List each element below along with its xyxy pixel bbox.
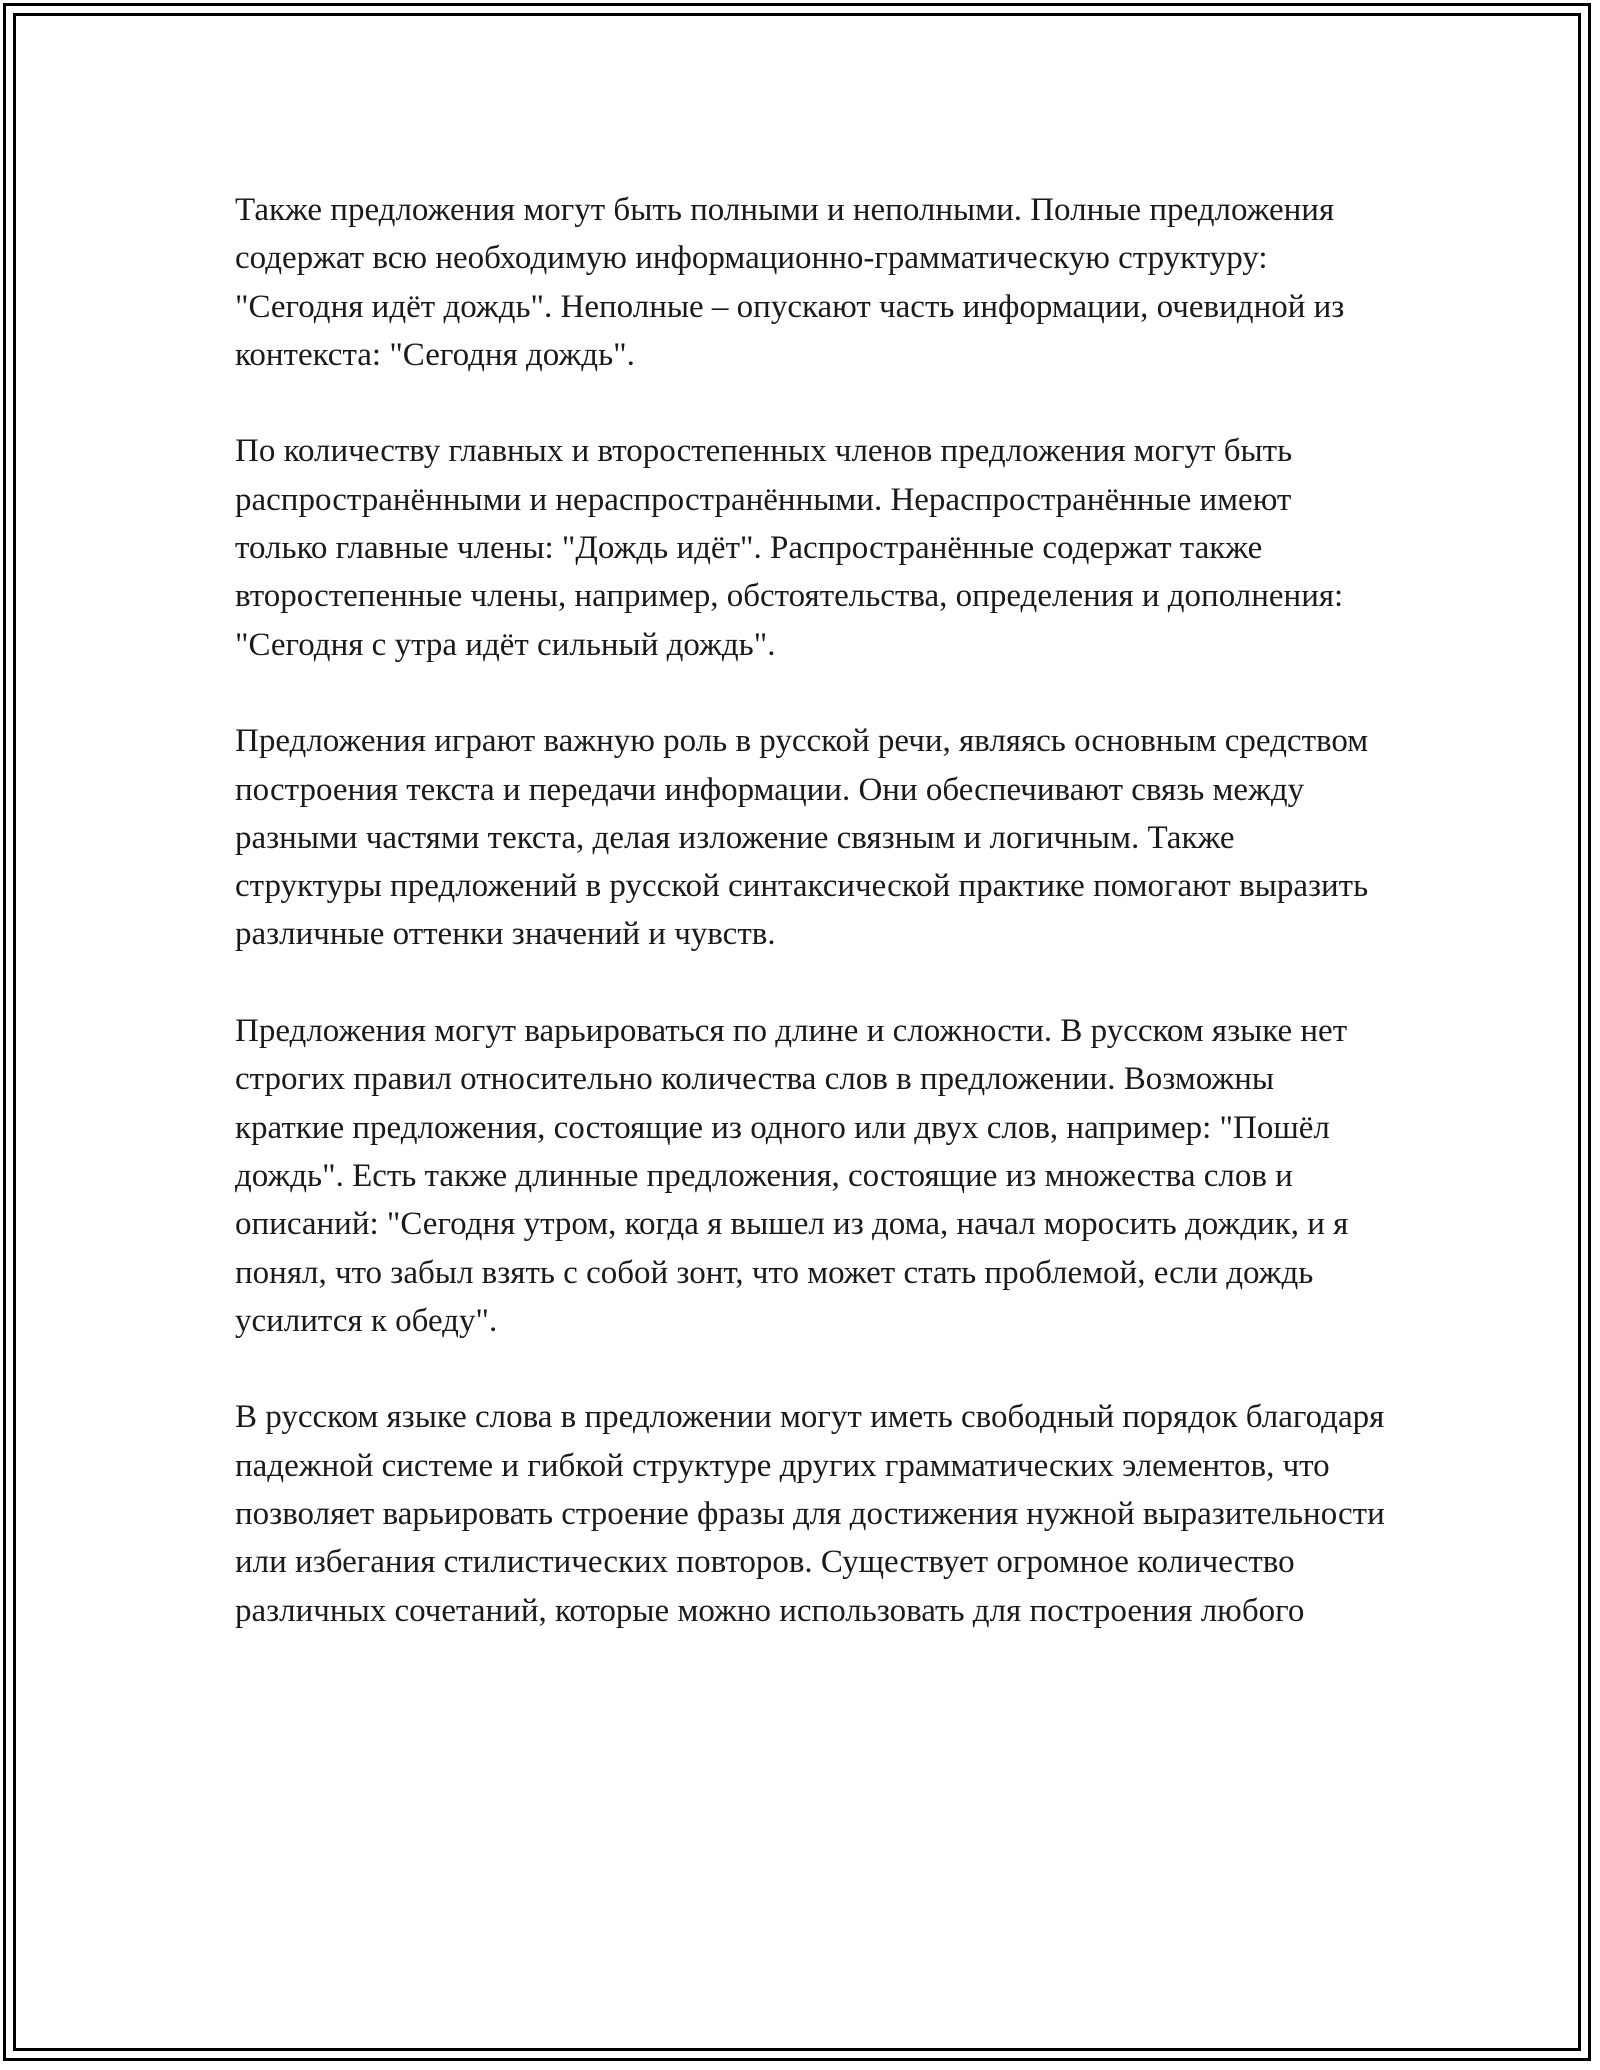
paragraph-word-order: В русском языке слова в предложении могут иметь свободный порядок благодаря падежной системе и гибкой структуре других грамматических элементов, что позволяет варьировать строение фразы для достижения нужной выразительности или избегания стилистических повторов. Существует огромное количество различных сочетаний, которые можно использовать для построения любого <box>235 1399 1385 1629</box>
paragraph-role-of-sentences: Предложения играют важную роль в русской речи, являясь основным средством построения текста и передачи информации. Они обеспечивают связь между разными частями текста, делая изложение связным и логичным. Также структуры предложений в русской синтаксической практике помогают выразить различные оттенки значений и чувств. <box>235 723 1369 953</box>
paragraph-length-complexity: Предложения могут варьироваться по длине и сложности. В русском языке нет строгих правил относительно количества слов в предложении. Возможны краткие предложения, состоящие из одного или двух слов, например: "Пошёл дождь". Есть также длинные предложения, состоящие из множества слов и описаний: "Сегодня утром, когда я вышел из дома, начал моросить дождик, и я понял, что забыл взять с собой зонт, что может стать проблемой, если дождь усилится к обеду". <box>235 1013 1349 1339</box>
paragraph-extended-unextended: По количеству главных и второстепенных членов предложения могут быть распространёнными и нераспространёнными. Нераспространённые имеют только главные члены: "Дождь идёт". Распространённые содержат также второстепенные члены, например, обстоятельства, определения и дополнения: "Сегодня с утра идёт сильный дождь". <box>235 433 1344 663</box>
document-body <box>235 186 1385 1683</box>
paragraph-complete-incomplete: Также предложения могут быть полными и неполными. Полные предложения содержат всю необходимую информационно-грамматическую структуру: "Сегодня идёт дождь". Неполные – опускают часть информации, очевидной из контекста: "Сегодня дождь". <box>235 192 1345 373</box>
